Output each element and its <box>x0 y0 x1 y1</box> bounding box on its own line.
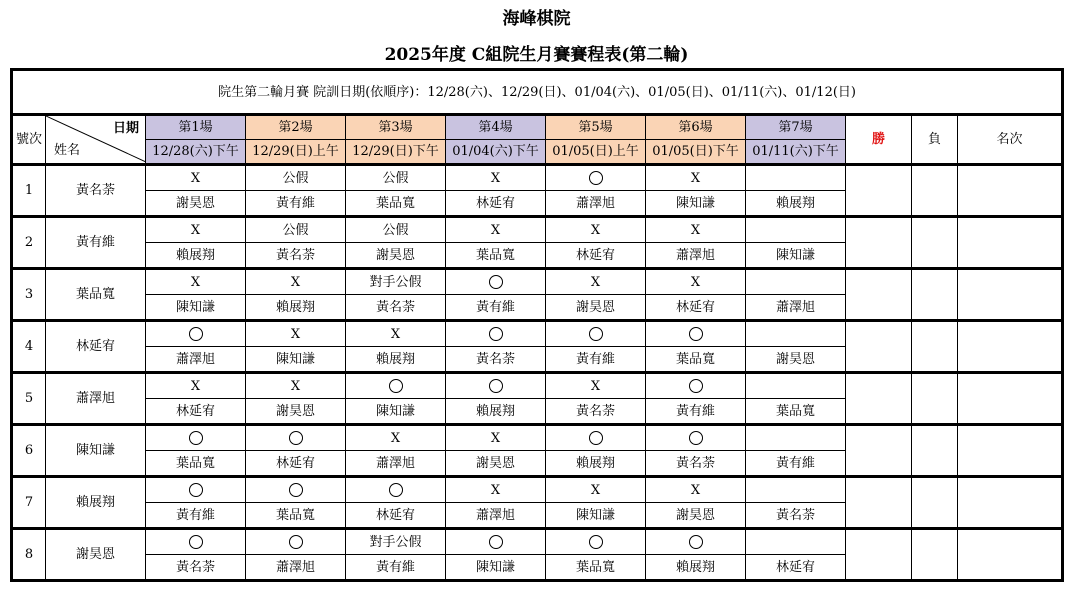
circle-win-icon <box>389 483 403 497</box>
result-cell <box>746 529 846 555</box>
opponent-cell: 陳知謙 <box>346 399 446 425</box>
opponent-cell: 蕭澤旭 <box>646 243 746 269</box>
opponent-cell: 陳知謙 <box>446 555 546 581</box>
result-cell <box>646 321 746 347</box>
circle-win-icon <box>489 275 503 289</box>
opponent-cell: 黃有維 <box>246 191 346 217</box>
result-cell: X <box>146 269 246 295</box>
opponent-cell: 賴展翔 <box>146 243 246 269</box>
player-name: 黃名荼 <box>46 165 146 217</box>
result-cell <box>346 373 446 399</box>
circle-win-icon <box>589 535 603 549</box>
win-cell <box>846 373 912 425</box>
date-name-header <box>46 115 146 165</box>
circle-win-icon <box>689 535 703 549</box>
seat-number: 5 <box>12 373 46 425</box>
result-cell <box>146 529 246 555</box>
circle-win-icon <box>289 535 303 549</box>
opponent-cell: 葉品寬 <box>746 399 846 425</box>
name-label: 姓名 <box>54 143 81 158</box>
opponent-cell: 謝昊恩 <box>246 399 346 425</box>
opponent-cell: 葉品寬 <box>146 451 246 477</box>
opponent-cell: 陳知謙 <box>246 347 346 373</box>
result-cell: X <box>246 373 346 399</box>
result-cell: X <box>446 217 546 243</box>
player-row <box>12 165 1063 191</box>
opponent-cell: 賴展翔 <box>546 451 646 477</box>
player-row <box>12 269 1063 295</box>
result-cell <box>746 321 846 347</box>
opponent-cell: 黃有維 <box>746 451 846 477</box>
opponent-cell: 蕭澤旭 <box>146 347 246 373</box>
opponent-cell: 黃名荼 <box>546 399 646 425</box>
rank-cell <box>958 217 1063 269</box>
rank-header: 名次 <box>958 115 1063 165</box>
result-cell: X <box>246 269 346 295</box>
result-cell <box>146 425 246 451</box>
opponent-cell: 謝昊恩 <box>446 451 546 477</box>
win-cell <box>846 529 912 581</box>
circle-win-icon <box>589 431 603 445</box>
player-row <box>12 529 1063 555</box>
rank-cell <box>958 477 1063 529</box>
player-name: 葉品寬 <box>46 269 146 321</box>
opponent-cell: 葉品寬 <box>646 347 746 373</box>
player-name: 陳知謙 <box>46 425 146 477</box>
opponent-cell: 謝昊恩 <box>346 243 446 269</box>
opponent-cell: 黃名荼 <box>146 555 246 581</box>
round-6-header: 第6場 <box>646 115 746 140</box>
opponent-cell: 林延宥 <box>746 555 846 581</box>
result-cell: X <box>246 321 346 347</box>
circle-win-icon <box>289 431 303 445</box>
opponent-cell: 蕭澤旭 <box>746 295 846 321</box>
result-cell: X <box>146 217 246 243</box>
circle-win-icon <box>589 171 603 185</box>
result-cell <box>346 477 446 503</box>
circle-win-icon <box>189 535 203 549</box>
opponent-cell: 謝昊恩 <box>646 503 746 529</box>
opponent-cell: 黃名荼 <box>246 243 346 269</box>
opponent-cell: 黃有維 <box>346 555 446 581</box>
result-cell: X <box>546 269 646 295</box>
seat-number: 2 <box>12 217 46 269</box>
rank-cell <box>958 425 1063 477</box>
round-3-date: 12/29(日)下午 <box>346 140 446 165</box>
player-name: 賴展翔 <box>46 477 146 529</box>
seat-header: 號次 <box>12 115 46 165</box>
result-cell: X <box>446 477 546 503</box>
win-cell <box>846 217 912 269</box>
loss-cell <box>912 529 958 581</box>
circle-win-icon <box>589 327 603 341</box>
result-cell <box>246 477 346 503</box>
result-cell: 公假 <box>346 217 446 243</box>
result-cell: X <box>346 425 446 451</box>
circle-win-icon <box>689 379 703 393</box>
opponent-cell: 林延宥 <box>146 399 246 425</box>
round-7-header: 第7場 <box>746 115 846 140</box>
result-cell: X <box>146 165 246 191</box>
round-5-header: 第5場 <box>546 115 646 140</box>
round-4-header: 第4場 <box>446 115 546 140</box>
opponent-cell: 賴展翔 <box>646 555 746 581</box>
round-6-date: 01/05(日)下午 <box>646 140 746 165</box>
result-cell <box>546 529 646 555</box>
opponent-cell: 葉品寬 <box>546 555 646 581</box>
opponent-cell: 陳知謙 <box>646 191 746 217</box>
win-cell <box>846 425 912 477</box>
school-title: 海峰棋院 <box>502 9 571 29</box>
player-row <box>12 373 1063 399</box>
player-name: 蕭澤旭 <box>46 373 146 425</box>
circle-win-icon <box>489 535 503 549</box>
loss-cell <box>912 477 958 529</box>
date-label: 日期 <box>112 121 139 136</box>
seat-number: 3 <box>12 269 46 321</box>
circle-win-icon <box>489 379 503 393</box>
rank-cell <box>958 373 1063 425</box>
result-cell: X <box>646 217 746 243</box>
result-cell <box>246 425 346 451</box>
result-cell: X <box>546 373 646 399</box>
opponent-cell: 黃有維 <box>146 503 246 529</box>
opponent-cell: 謝昊恩 <box>146 191 246 217</box>
opponent-cell: 葉品寬 <box>446 243 546 269</box>
result-cell <box>446 529 546 555</box>
result-cell: X <box>646 165 746 191</box>
round-3-header: 第3場 <box>346 115 446 140</box>
player-name: 謝昊恩 <box>46 529 146 581</box>
player-row <box>12 477 1063 503</box>
result-cell: X <box>646 269 746 295</box>
win-cell <box>846 321 912 373</box>
opponent-cell: 黃名荼 <box>346 295 446 321</box>
opponent-cell: 賴展翔 <box>246 295 346 321</box>
round-2-header: 第2場 <box>246 115 346 140</box>
opponent-cell: 林延宥 <box>546 243 646 269</box>
player-name: 黃有維 <box>46 217 146 269</box>
loss-header: 負 <box>912 115 958 165</box>
result-cell: X <box>446 425 546 451</box>
result-cell <box>546 165 646 191</box>
result-cell <box>746 165 846 191</box>
circle-win-icon <box>289 483 303 497</box>
opponent-cell: 林延宥 <box>346 503 446 529</box>
result-cell: X <box>546 477 646 503</box>
round-5-date: 01/05(日)上午 <box>546 140 646 165</box>
opponent-cell: 黃有維 <box>646 399 746 425</box>
circle-win-icon <box>689 431 703 445</box>
result-cell: X <box>646 477 746 503</box>
result-cell: X <box>146 373 246 399</box>
result-cell <box>246 529 346 555</box>
opponent-cell: 陳知謙 <box>146 295 246 321</box>
win-cell <box>846 269 912 321</box>
rank-cell <box>958 529 1063 581</box>
loss-cell <box>912 425 958 477</box>
opponent-cell: 林延宥 <box>646 295 746 321</box>
result-cell: 公假 <box>246 165 346 191</box>
opponent-cell: 賴展翔 <box>446 399 546 425</box>
round-1-header: 第1場 <box>146 115 246 140</box>
circle-win-icon <box>389 379 403 393</box>
result-cell <box>746 477 846 503</box>
result-cell <box>646 529 746 555</box>
player-row <box>12 217 1063 243</box>
opponent-cell: 陳知謙 <box>746 243 846 269</box>
circle-win-icon <box>189 327 203 341</box>
opponent-cell: 賴展翔 <box>346 347 446 373</box>
circle-win-icon <box>689 327 703 341</box>
loss-cell <box>912 321 958 373</box>
result-cell: X <box>446 165 546 191</box>
opponent-cell: 黃有維 <box>446 295 546 321</box>
round-4-date: 01/04(六)下午 <box>446 140 546 165</box>
result-cell <box>546 321 646 347</box>
result-cell <box>646 373 746 399</box>
opponent-cell: 黃名荼 <box>646 451 746 477</box>
win-header: 勝 <box>846 115 912 165</box>
opponent-cell: 謝昊恩 <box>546 295 646 321</box>
circle-win-icon <box>189 483 203 497</box>
round-7-date: 01/11(六)下午 <box>746 140 846 165</box>
opponent-cell: 林延宥 <box>246 451 346 477</box>
result-cell <box>746 217 846 243</box>
schedule-table <box>10 68 1064 582</box>
result-cell <box>446 321 546 347</box>
result-cell: 對手公假 <box>346 269 446 295</box>
player-row <box>12 321 1063 347</box>
opponent-cell: 賴展翔 <box>746 191 846 217</box>
round-2-date: 12/29(日)上午 <box>246 140 346 165</box>
win-cell <box>846 165 912 217</box>
circle-win-icon <box>189 431 203 445</box>
result-cell <box>746 269 846 295</box>
result-cell: 公假 <box>346 165 446 191</box>
result-cell <box>646 425 746 451</box>
loss-cell <box>912 269 958 321</box>
result-cell: 對手公假 <box>346 529 446 555</box>
circle-win-icon <box>489 327 503 341</box>
player-name: 林延宥 <box>46 321 146 373</box>
result-cell: X <box>346 321 446 347</box>
rank-cell <box>958 321 1063 373</box>
result-cell <box>446 269 546 295</box>
result-cell <box>446 373 546 399</box>
loss-cell <box>912 373 958 425</box>
rank-cell <box>958 269 1063 321</box>
schedule-title: 2025年度 C組院生月賽賽程表(第二輪) <box>384 45 689 65</box>
round-1-date: 12/28(六)下午 <box>146 140 246 165</box>
opponent-cell: 蕭澤旭 <box>246 555 346 581</box>
opponent-cell: 黃有維 <box>546 347 646 373</box>
loss-cell <box>912 217 958 269</box>
opponent-cell: 葉品寬 <box>246 503 346 529</box>
loss-cell <box>912 165 958 217</box>
opponent-cell: 林延宥 <box>446 191 546 217</box>
seat-number: 1 <box>12 165 46 217</box>
opponent-cell: 陳知謙 <box>546 503 646 529</box>
seat-number: 7 <box>12 477 46 529</box>
banner-text: 院生第二輪月賽 院訓日期(依順序)：12/28(六)、12/29(日)、01/04(六)、01/05(日)、01/11(六)、01/12(日) <box>12 70 1063 115</box>
rank-cell <box>958 165 1063 217</box>
result-cell <box>746 425 846 451</box>
result-cell <box>146 321 246 347</box>
player-row <box>12 425 1063 451</box>
seat-number: 4 <box>12 321 46 373</box>
opponent-cell: 蕭澤旭 <box>546 191 646 217</box>
result-cell <box>746 373 846 399</box>
result-cell: 公假 <box>246 217 346 243</box>
result-cell <box>546 425 646 451</box>
win-cell <box>846 477 912 529</box>
opponent-cell: 蕭澤旭 <box>346 451 446 477</box>
result-cell: X <box>546 217 646 243</box>
seat-number: 6 <box>12 425 46 477</box>
opponent-cell: 黃名荼 <box>446 347 546 373</box>
opponent-cell: 葉品寬 <box>346 191 446 217</box>
result-cell <box>146 477 246 503</box>
opponent-cell: 謝昊恩 <box>746 347 846 373</box>
opponent-cell: 黃名荼 <box>746 503 846 529</box>
opponent-cell: 蕭澤旭 <box>446 503 546 529</box>
seat-number: 8 <box>12 529 46 581</box>
